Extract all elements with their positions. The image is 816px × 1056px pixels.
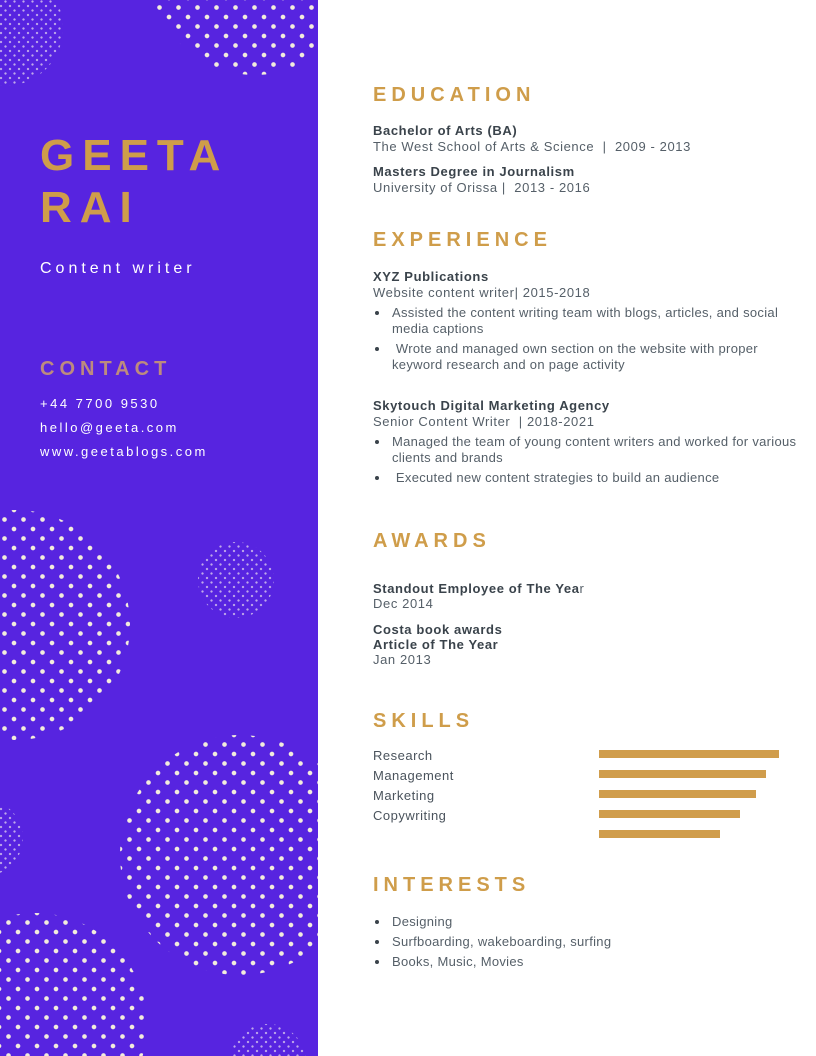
dotted-circle-decoration [0, 913, 147, 1056]
skills-heading: SKILLS [373, 710, 475, 732]
skill-bar [599, 750, 779, 758]
interests-heading: INTERESTS [373, 874, 531, 896]
interest-item: • Surfboarding, wakeboarding, surfing [390, 932, 800, 952]
skill-bar-chart [599, 750, 784, 850]
degree-school-dates: University of Orissa | 2013 - 2016 [373, 180, 591, 195]
awards-section [373, 530, 800, 667]
award-entry [373, 581, 800, 611]
dotted-circle-decoration [0, 510, 130, 740]
award-date: Dec 2014 [373, 596, 434, 611]
dotted-circle-decoration [150, 0, 318, 75]
education-entry [373, 123, 800, 154]
skill-bar [599, 770, 766, 778]
interests-section [373, 874, 800, 972]
experience-entry [373, 398, 800, 486]
dotted-circle-decoration [0, 800, 23, 876]
education-heading: EDUCATION [373, 84, 536, 106]
contact-list [40, 392, 208, 464]
contact-website: www.geetablogs.com [40, 444, 208, 459]
contact-email: hello@geeta.com [40, 420, 179, 435]
award-title: Costa book awards [373, 622, 503, 637]
degree-school-dates: The West School of Arts & Science | 2009 - 2013 [373, 139, 691, 154]
name-line-2: RAI [40, 183, 140, 232]
experience-section [373, 229, 800, 491]
contact-phone: +44 7700 9530 [40, 396, 160, 411]
sidebar [0, 0, 318, 1056]
education-section [373, 84, 800, 195]
contact-heading: CONTACT [40, 358, 172, 380]
job-bullet: • Managed the team of young content writers and worked for various clients and brands [390, 434, 800, 465]
skill-label: Research [373, 748, 433, 763]
job-bullet: • Assisted the content writing team with blogs, articles, and social media captions [390, 305, 800, 336]
interest-item: • Books, Music, Movies [390, 952, 800, 972]
skill-bar [599, 790, 756, 798]
degree-title: Bachelor of Arts (BA) [373, 123, 518, 138]
job-title-dates: Website content writer| 2015-2018 [373, 285, 591, 300]
awards-heading: AWARDS [373, 530, 491, 552]
job-bullet-list [373, 434, 800, 486]
interest-list [373, 912, 800, 972]
company-name: XYZ Publications [373, 269, 489, 284]
skill-bar [599, 810, 740, 818]
skills-section [373, 710, 800, 826]
dotted-circle-decoration [120, 735, 318, 975]
degree-title: Masters Degree in Journalism [373, 164, 575, 179]
company-name: Skytouch Digital Marketing Agency [373, 398, 610, 413]
award-entry [373, 622, 800, 667]
experience-entry [373, 269, 800, 372]
job-bullet: • Executed new content strategies to build an audience [390, 470, 800, 486]
dotted-circle-decoration [198, 542, 274, 618]
skill-label: Management [373, 768, 454, 783]
dotted-circle-decoration [0, 0, 63, 86]
job-title-dates: Senior Content Writer | 2018-2021 [373, 414, 595, 429]
candidate-role: Content writer [40, 260, 196, 277]
candidate-name [40, 130, 228, 234]
education-entry [373, 164, 800, 195]
main-column [373, 0, 800, 1056]
dotted-circle-decoration [230, 1024, 306, 1056]
award-date: Jan 2013 [373, 652, 432, 667]
award-title: Standout Employee of The Year [373, 581, 585, 596]
job-bullet-list [373, 305, 800, 372]
award-title: Article of The Year [373, 637, 499, 652]
job-bullet: • Wrote and managed own section on the website with proper keyword research and on page activity [390, 341, 800, 372]
name-line-1: GEETA [40, 131, 229, 180]
skill-label: Marketing [373, 788, 435, 803]
experience-heading: EXPERIENCE [373, 229, 552, 251]
skill-label: Copywriting [373, 808, 447, 823]
interest-item: • Designing [390, 912, 800, 932]
skill-bar [599, 830, 720, 838]
